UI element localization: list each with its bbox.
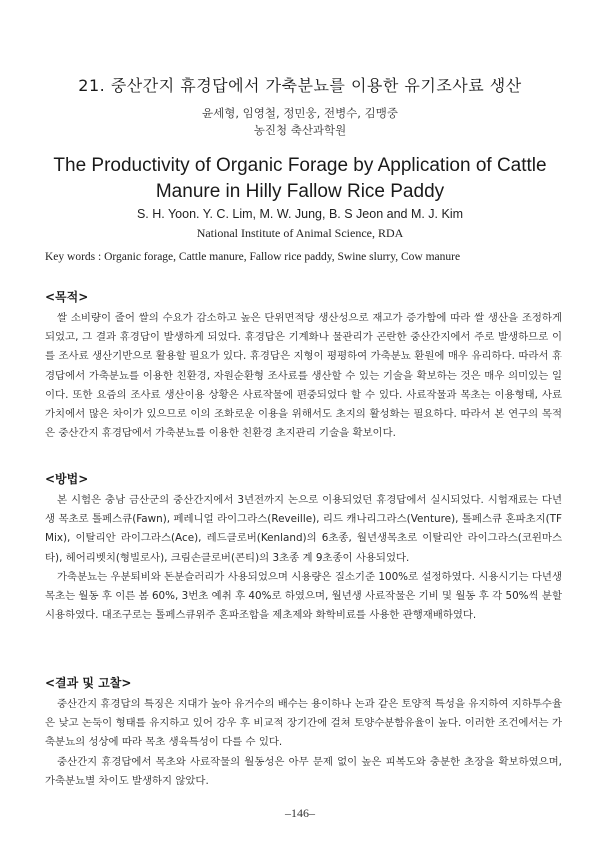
method-paragraph-1: 본 시험은 충남 금산군의 중산간지에서 3년전까지 논으로 이용되었던 휴경답에서 실시되었다. 시험재료는 다년생 목초로 톨페스큐(Fawn), 페레니얼 라이그라스(Reveille), 리드 캐나리그라스(Venture), 톨페스큐 혼파초지(TF Mix), 이탈리안 라이그라스(Ace), 레드클로버(Kenland)의 6초종, 월년생목초로 이탈리안 라이그라스(코윈마스타), 헤어리벳치(형빌로사), 크림손클로버(콘티)의 3초종 계 9초종이 사용되었다. (45, 494, 562, 564)
korean-institution: 농진청 축산과학원 (253, 123, 347, 137)
purpose-paragraph: 쌀 소비량이 줄어 쌀의 수요가 감소하고 높은 단위면적당 생산성으로 재고가 증가함에 따라 쌀 생산을 조정하게 되었고, 그 결과 휴경답이 발생하게 되었다. 휴경답은 기계화나 물관리가 곤란한 중산간지에서 주로 발생하므로 이를 조사료 생산기반으로 활용할 필요가 있다. 휴경답은 지형이 평평하여 가축분뇨 환원에 매우 유리하다. 따라서 휴경답에서 가축분뇨를 이용한 친환경, 자원순환형 조사료를 생산할 수 있는 기술을 확보하는 것은 매우 의미있는 일이다. 또한 요즘의 조사료 생산이용 상황은 사료작물에 편중되었다 할 수 있다. 사료작물과 목초는 이용형태, 사료가치에서 많은 차이가 있으므로 이의 조화로운 이용을 위해서도 초지의 활성화는 필요하다. 따라서 본 연구의 목적은 중산간지 휴경답에서 가축분뇨를 이용한 친환경 초지관리 기술을 확보이다. (45, 312, 562, 440)
section-heading-method: <방법> (45, 472, 89, 486)
keywords: Key words : Organic forage, Cattle manure, Fallow rice paddy, Swine slurry, Cow manure (45, 251, 461, 263)
english-title: The Productivity of Organic Forage by Application of Cattle Manure in Hilly Fallow Rice Paddy (53, 155, 547, 202)
results-paragraph-2: 중산간지 휴경답에서 목초와 사료작물의 월동성은 아무 문제 없이 높은 피복도와 충분한 초장을 확보하였으며, 가축분뇨별 차이도 발생하지 않았다. (45, 755, 562, 787)
method-paragraph-2: 가축분뇨는 우분퇴비와 돈분슬러리가 사용되었으며 시용량은 질소기준 100%로 설정하였다. 시용시기는 다년생목초는 월동 후 이른 봄 60%, 3번초 예취 후 40%로 하였으며, 월년생 사료작물은 기비 및 월동 후 각 50%씩 분할 시용하였다. 대조구로는 톨페스큐위주 혼파조합을 제초제와 화학비료를 사용한 관행재배하였다. (45, 570, 562, 622)
section-heading-results: <결과 및 고찰> (45, 676, 132, 690)
page-number: –146– (285, 806, 315, 820)
section-heading-purpose: <목적> (45, 290, 89, 304)
section-purpose (45, 288, 562, 443)
english-institution: National Institute of Animal Science, RDA (196, 226, 404, 240)
english-authors: S. H. Yoon. Y. C. Lim, M. W. Jung, B. S Jeon and M. J. Kim (136, 207, 464, 221)
korean-authors: 윤세형, 임영철, 정민웅, 전병수, 김맹중 (202, 106, 398, 120)
section-results (45, 674, 562, 791)
section-method (45, 470, 562, 625)
results-paragraph-1: 중산간지 휴경답의 특징은 지대가 높아 유거수의 배수는 용이하나 논과 같은 토양적 특성을 유지하여 지하투수율은 낮고 논둑이 형태를 유지하고 있어 강우 후 비교적 장기간에 걸쳐 토양수분함유율이 높다. 이러한 조건에서는 가축분뇨의 성상에 따라 목초 생육특성이 다를 수 있다. (45, 698, 562, 749)
korean-title: 21. 중산간지 휴경답에서 가축분뇨를 이용한 유기조사료 생산 (78, 76, 522, 95)
